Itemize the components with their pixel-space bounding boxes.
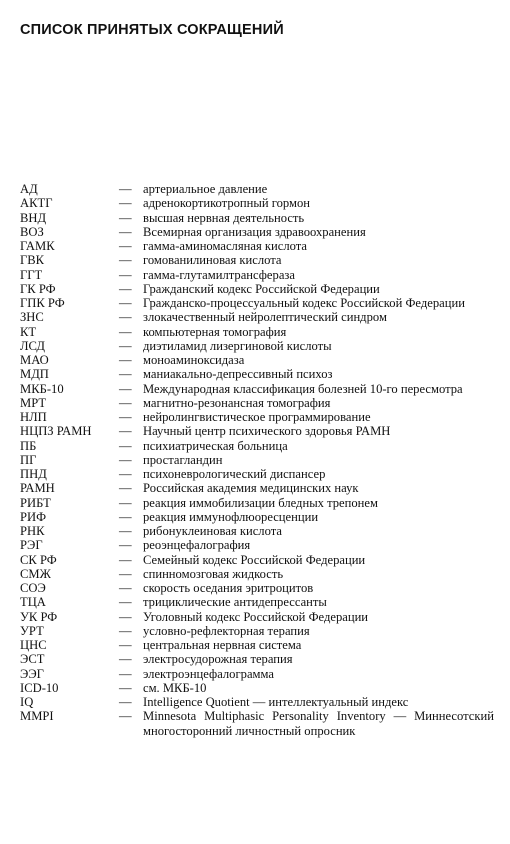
abbreviation-entry [20,581,494,595]
abbreviation-term: АД [20,182,38,196]
dash-separator: — [119,524,132,538]
abbreviation-term: АКТГ [20,196,53,211]
dash-separator: — [119,253,132,268]
abbreviation-definition: реакция иммунофлюоресценции [143,509,319,524]
abbreviation-term: ЭСТ [20,652,45,667]
dash-separator: — [119,395,132,410]
abbreviation-term: УРТ [20,623,44,638]
dash-separator: — [119,239,132,253]
abbreviation-term: СМЖ [20,566,51,581]
dash-separator: — [119,281,132,296]
abbreviation-definition: гамма-глутамилтрансфераза [143,267,295,282]
abbreviation-term: ЦНС [20,638,47,652]
abbreviation-term: MMPI [20,709,54,724]
abbreviation-entry [20,567,494,581]
dash-separator: — [119,495,132,510]
abbreviation-term: ГАМК [20,239,55,253]
abbreviation-term: IQ [20,695,34,709]
abbreviation-definition: психиатрическая больница [143,438,288,453]
abbreviation-definition: см. МКБ-10 [143,680,207,695]
abbreviation-definition: реоэнцефалография [143,538,251,553]
abbreviation-definition: гамма-аминомасляная кислота [143,239,308,253]
abbreviation-definition: простагландин [143,452,223,467]
page-title: СПИСОК ПРИНЯТЫХ СОКРАЩЕНИЙ [20,22,284,38]
abbreviation-definition: диэтиламид лизергиновой кислоты [143,338,332,353]
abbreviation-entry [20,410,494,424]
abbreviation-term: ТЦА [20,595,46,610]
abbreviation-definition: реакция иммобилизации бледных трепонем [143,495,378,510]
abbreviation-entry [20,382,494,396]
abbreviation-entry [20,695,494,709]
dash-separator: — [119,324,132,339]
abbreviation-definition: моноаминоксидаза [143,353,245,367]
abbreviation-term: НЛП [20,410,47,424]
abbreviation-term: ВНД [20,210,47,225]
abbreviation-entry [20,524,494,538]
abbreviation-definition: нейролингвистическое программирование [143,410,371,424]
abbreviation-term: ПБ [20,438,37,453]
abbreviation-entry [20,424,494,438]
abbreviation-definition: злокачественный нейролептический синдром [143,310,387,325]
dash-separator: — [119,652,132,667]
abbreviation-term: МАО [20,353,49,367]
abbreviation-entry [20,481,494,495]
abbreviation-term: РИБТ [20,495,51,510]
abbreviation-entry [20,182,494,196]
dash-separator: — [119,296,132,310]
abbreviation-entry [20,367,494,381]
abbreviation-entry [20,353,494,367]
abbreviation-entry [20,496,494,510]
abbreviation-definition: условно-рефлекторная терапия [143,623,310,638]
abbreviation-entry [20,538,494,552]
abbreviation-definition: Научный центр психического здоровья РАМН [143,424,391,439]
abbreviation-entry [20,453,494,467]
dash-separator: — [119,481,132,496]
abbreviation-entry [20,268,494,282]
abbreviation-definition: электросудорожная терапия [143,652,293,667]
dash-separator: — [119,552,132,567]
abbreviation-term: ГГТ [20,267,43,282]
dash-separator: — [119,538,132,553]
abbreviation-term: ГПК РФ [20,296,65,310]
abbreviation-entry [20,396,494,410]
dash-separator: — [119,367,132,382]
abbreviation-definition: спинномозговая жидкость [143,566,284,581]
abbreviation-entry [20,325,494,339]
dash-separator: — [119,680,132,695]
abbreviation-entry [20,439,494,453]
dash-separator: — [119,196,132,211]
abbreviation-entry [20,553,494,567]
dash-separator: — [119,695,132,709]
abbreviation-definition: скорость оседания эритроцитов [143,581,314,595]
dash-separator: — [119,438,132,453]
dash-separator: — [119,623,132,638]
abbreviation-entry [20,339,494,353]
abbreviation-definition: адренокортикотропный гормон [143,196,311,211]
abbreviation-entry [20,296,494,310]
abbreviation-entry [20,196,494,210]
abbreviation-definition: центральная нервная система [143,638,302,652]
abbreviation-entry [20,211,494,225]
dash-separator: — [119,182,132,196]
abbreviation-term: РИФ [20,509,47,524]
abbreviation-definition: Семейный кодекс Российской Федерации [143,552,366,567]
abbreviation-entry [20,253,494,267]
abbreviation-entry [20,652,494,666]
abbreviation-term: УК РФ [20,609,58,624]
abbreviation-definition: Minnesota Multiphasic Personality Inventory — Миннесотский многосторонний личностный опросник [143,709,494,738]
abbreviation-definition: Российская академия медицинских наук [143,481,359,496]
abbreviation-entry [20,225,494,239]
dash-separator: — [119,267,132,282]
abbreviation-term: РНК [20,524,45,538]
abbreviation-definition: Международная классификация болезней 10-го пересмотра [143,381,463,396]
abbreviation-term: МРТ [20,395,47,410]
dash-separator: — [119,566,132,581]
dash-separator: — [119,581,132,595]
abbreviation-entry [20,467,494,481]
abbreviation-entry [20,510,494,524]
abbreviation-term: ЭЭГ [20,666,44,681]
abbreviation-definition: компьютерная томография [143,324,287,339]
abbreviation-term: ЗНС [20,310,44,325]
abbreviation-term: ГК РФ [20,281,56,296]
abbreviation-entry [20,282,494,296]
abbreviation-definition: высшая нервная деятельность [143,210,305,225]
abbreviation-definition: гомованилиновая кислота [143,253,282,268]
dash-separator: — [119,410,132,424]
dash-separator: — [119,467,132,481]
dash-separator: — [119,509,132,524]
abbreviation-term: РАМН [20,481,55,496]
dash-separator: — [119,709,132,724]
abbreviation-list [20,182,494,738]
abbreviation-definition: артериальное давление [143,182,268,196]
abbreviation-term: МДП [20,367,49,382]
abbreviation-term: ПНД [20,467,47,481]
dash-separator: — [119,310,132,325]
abbreviation-definition: магнитно-резонансная томография [143,395,331,410]
dash-separator: — [119,424,132,439]
abbreviation-term: МКБ-10 [20,381,64,396]
dash-separator: — [119,381,132,396]
abbreviation-definition: Всемирная организация здравоохранения [143,224,366,239]
dash-separator: — [119,452,132,467]
abbreviation-definition: рибонуклеиновая кислота [143,524,282,538]
abbreviation-entry [20,638,494,652]
abbreviation-definition: Гражданско-процессуальный кодекс Российской Федерации [143,296,465,310]
abbreviation-definition: трициклические антидепрессанты [143,595,327,610]
abbreviation-term: ВОЗ [20,224,44,239]
abbreviation-definition: маниакально-депрессивный психоз [143,367,333,382]
abbreviation-definition: электроэнцефалограмма [143,666,274,681]
abbreviation-term: ЛСД [20,338,45,353]
abbreviation-entry [20,239,494,253]
abbreviation-definition: психоневрологический диспансер [143,467,326,481]
abbreviation-term: РЭГ [20,538,43,553]
dash-separator: — [119,353,132,367]
abbreviation-term: НЦПЗ РАМН [20,424,92,439]
abbreviation-term: КТ [20,324,37,339]
abbreviation-entry [20,595,494,609]
abbreviation-entry [20,681,494,695]
abbreviation-definition: Гражданский кодекс Российской Федерации [143,281,380,296]
dash-separator: — [119,609,132,624]
dash-separator: — [119,595,132,610]
dash-separator: — [119,666,132,681]
abbreviation-entry [20,667,494,681]
dash-separator: — [119,224,132,239]
abbreviation-entry [20,624,494,638]
dash-separator: — [119,210,132,225]
abbreviation-definition: Уголовный кодекс Российской Федерации [143,609,369,624]
abbreviation-term: СОЭ [20,581,46,595]
dash-separator: — [119,638,132,652]
abbreviation-entry [20,709,494,738]
abbreviation-term: ICD-10 [20,680,59,695]
dash-separator: — [119,338,132,353]
abbreviation-definition: Intelligence Quotient — интеллектуальный индекс [143,695,409,709]
abbreviation-term: ГВК [20,253,45,268]
abbreviation-entry [20,310,494,324]
abbreviation-term: ПГ [20,452,37,467]
abbreviation-entry [20,610,494,624]
abbreviation-term: СК РФ [20,552,57,567]
